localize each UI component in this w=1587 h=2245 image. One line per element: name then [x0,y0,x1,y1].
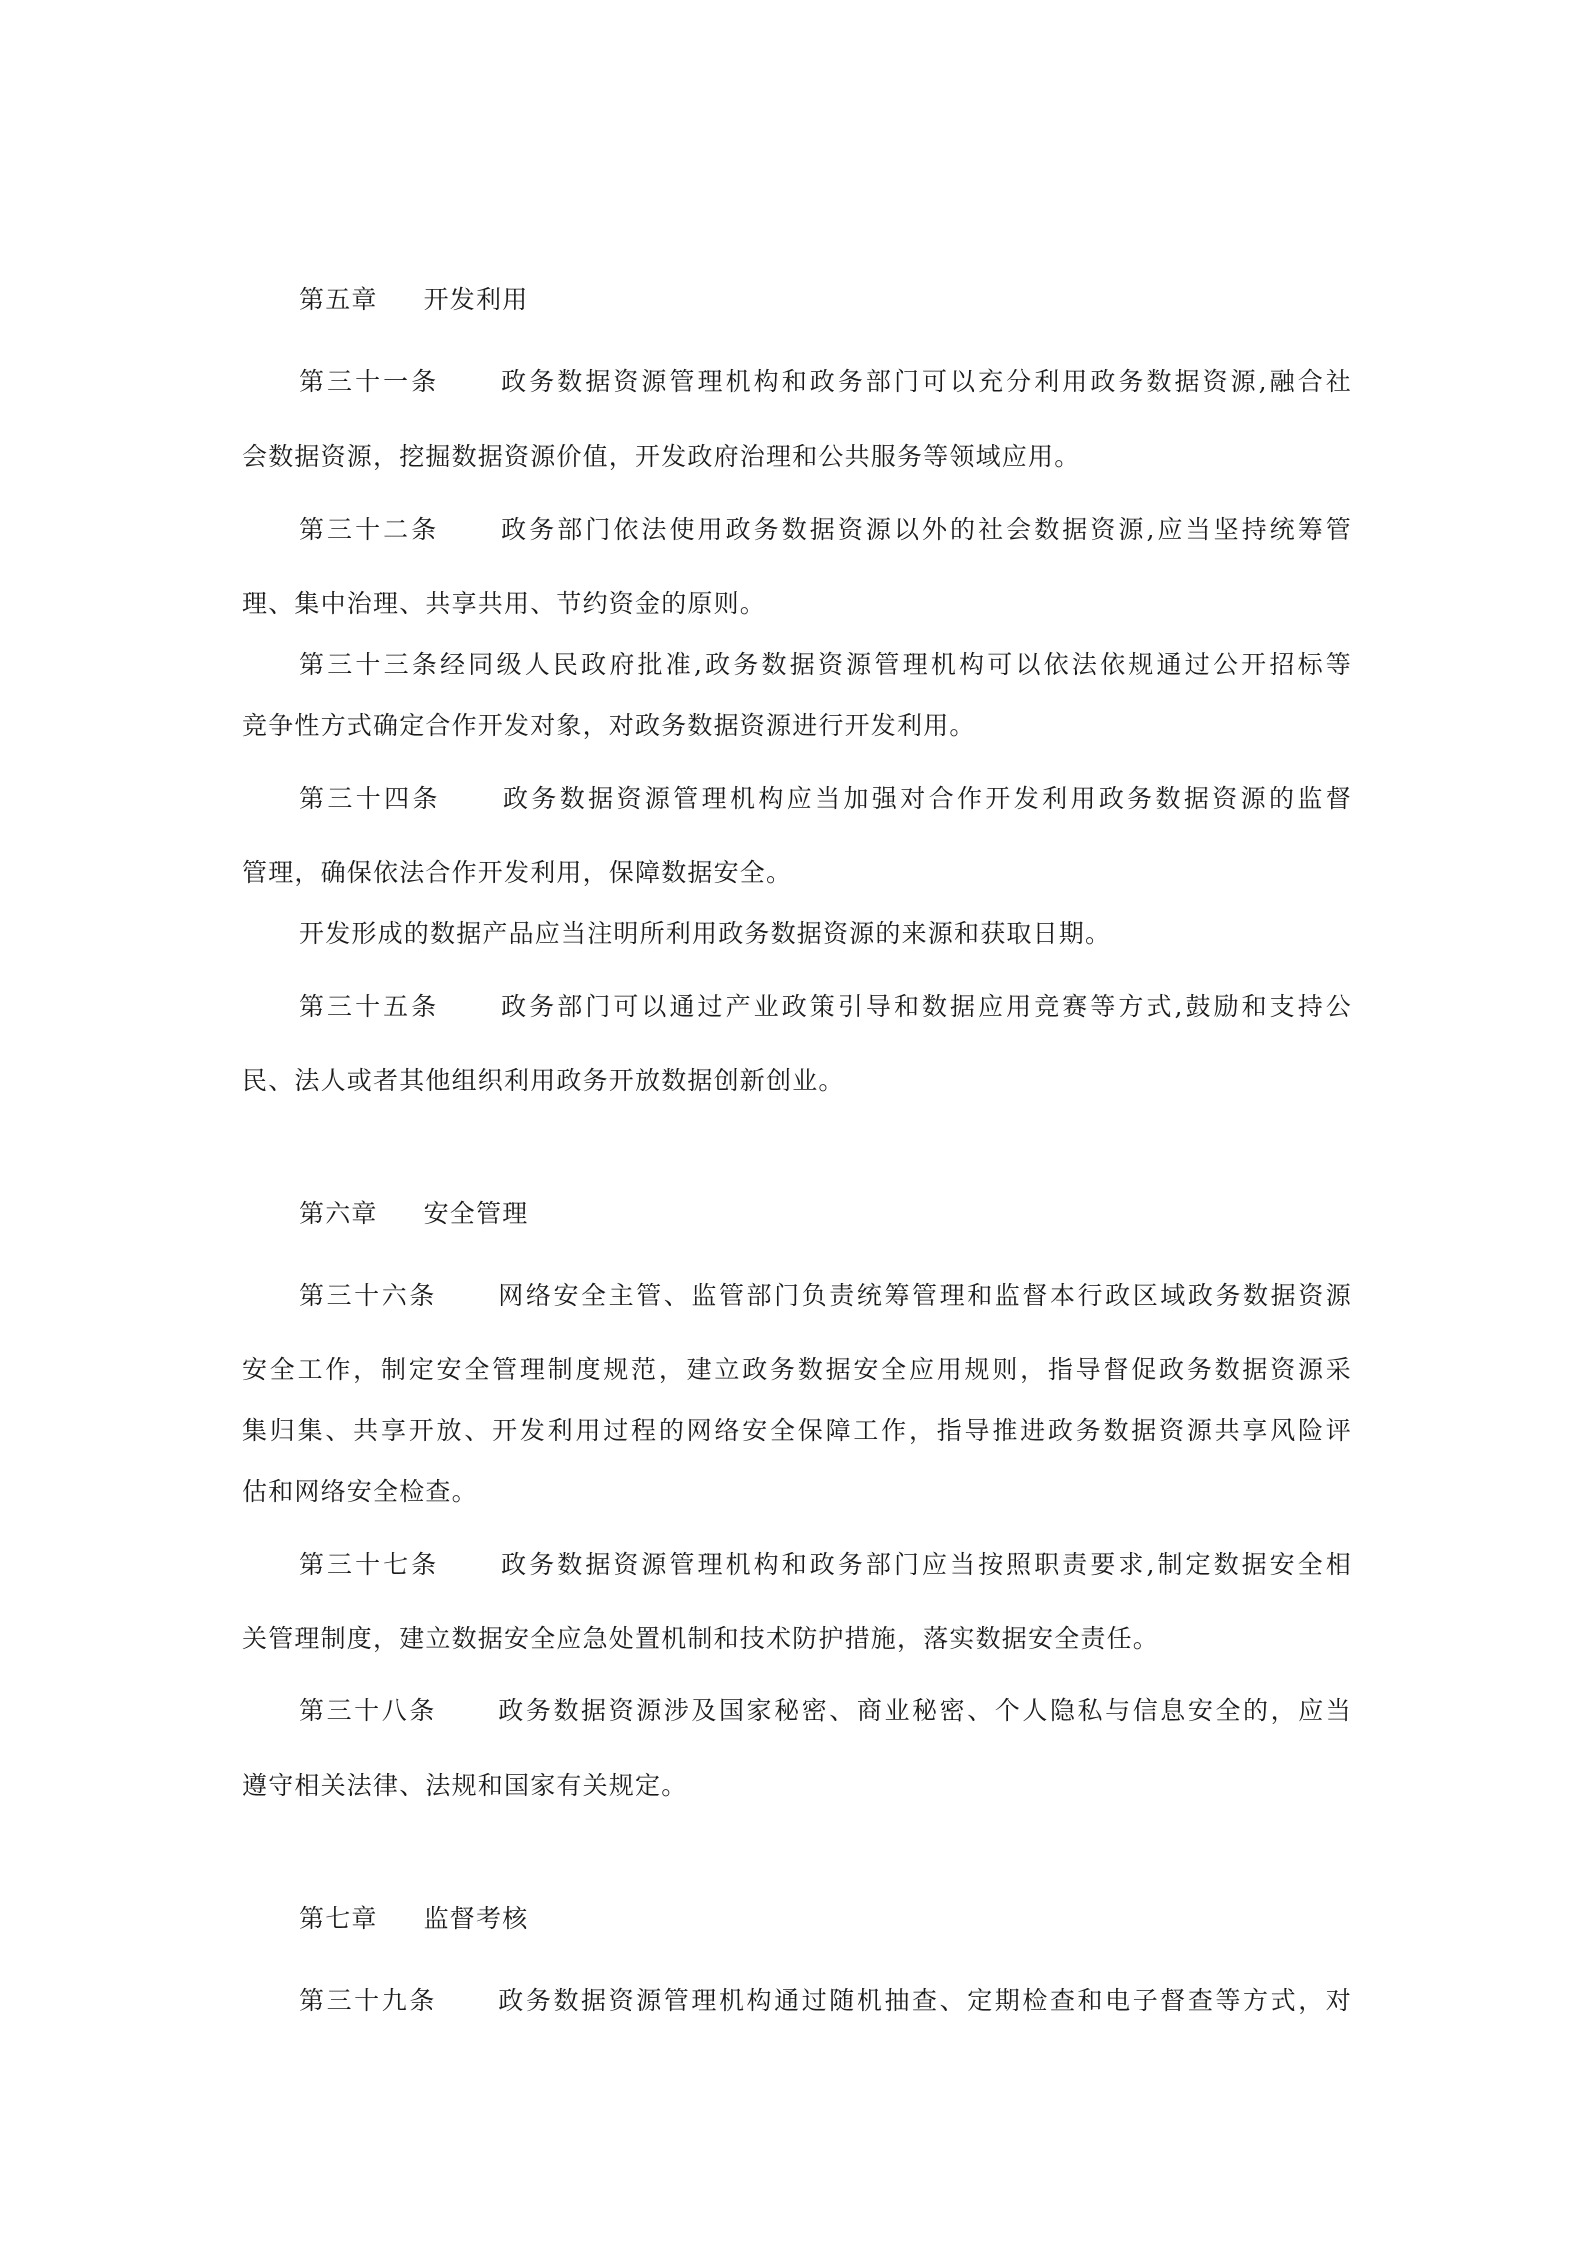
article-34-line-1 [299,782,1352,816]
article-text: 政务部门依法使用政务数据资源以外的社会数据资源,应当坚持统筹管 [499,515,1352,544]
article-33-line-1: 第三十三条经同级人民政府批准,政务数据资源管理机构可以依法依规通过公开招标等 [299,650,1352,679]
article-38-line-2: 遵守相关法律、法规和国家有关规定。 [242,1771,688,1800]
chapter-label: 第七章 [299,1904,378,1933]
article-38-line-1 [299,1694,1352,1728]
chapter-heading-7 [299,1902,1352,1936]
article-label: 第三十四条 [299,784,441,813]
article-35-line-2: 民、法人或者其他组织利用政务开放数据创新创业。 [242,1066,845,1095]
article-label: 第三十二条 [299,515,440,544]
chapter-heading-5 [299,283,1352,317]
article-32-line-2: 理、集中治理、共享共用、节约资金的原则。 [242,589,767,618]
article-36-line-1 [299,1279,1352,1313]
article-36-line-2: 安全工作，制定安全管理制度规范，建立政务数据安全应用规则，指导督促政务数据资源采 [242,1355,1352,1384]
article-35-line-1 [299,990,1352,1024]
article-label: 第三十九条 [299,1986,437,2015]
article-34-line-2: 管理，确保依法合作开发利用，保障数据安全。 [242,858,793,887]
chapter-label: 第五章 [299,285,378,314]
article-label: 第三十八条 [299,1696,437,1725]
article-36-line-4: 估和网络安全检查。 [242,1477,478,1506]
chapter-heading-6 [299,1197,1352,1231]
article-text: 政务数据资源管理机构通过随机抽查、定期检查和电子督查等方式，对 [496,1986,1352,2015]
article-text: 政务部门可以通过产业政策引导和数据应用竞赛等方式,鼓励和支持公 [499,992,1352,1021]
article-36-line-3: 集归集、共享开放、开发利用过程的网络安全保障工作，指导推进政务数据资源共享风险评 [242,1416,1352,1445]
article-39-line-1 [299,1984,1352,2018]
article-31-line-2: 会数据资源，挖掘数据资源价值，开发政府治理和公共服务等领域应用。 [242,442,1081,471]
article-32-line-1 [299,513,1352,547]
article-33-line-2: 竞争性方式确定合作开发对象，对政务数据资源进行开发利用。 [242,711,976,740]
article-37-line-2: 关管理制度，建立数据安全应急处置机制和技术防护措施，落实数据安全责任。 [242,1624,1160,1653]
chapter-label: 第六章 [299,1199,378,1228]
chapter-title: 监督考核 [423,1904,529,1933]
article-label: 第三十五条 [299,992,440,1021]
article-text: 政务数据资源管理机构和政务部门可以充分利用政务数据资源,融合社 [499,367,1352,396]
article-text: 政务数据资源涉及国家秘密、商业秘密、个人隐私与信息安全的，应当 [496,1696,1352,1725]
article-label: 第三十七条 [299,1550,440,1579]
article-34-line-3: 开发形成的数据产品应当注明所利用政务数据资源的来源和获取日期。 [299,919,1112,948]
chapter-title: 安全管理 [423,1199,529,1228]
article-text: 政务数据资源管理机构应当加强对合作开发利用政务数据资源的监督 [500,784,1352,813]
article-text: 政务数据资源管理机构和政务部门应当按照职责要求,制定数据安全相 [499,1550,1352,1579]
article-label: 第三十六条 [299,1281,437,1310]
article-37-line-1 [299,1548,1352,1582]
article-31-line-1 [299,365,1352,399]
article-text: 网络安全主管、监管部门负责统筹管理和监督本行政区域政务数据资源 [496,1281,1352,1310]
chapter-title: 开发利用 [423,285,529,314]
article-label: 第三十一条 [299,367,440,396]
